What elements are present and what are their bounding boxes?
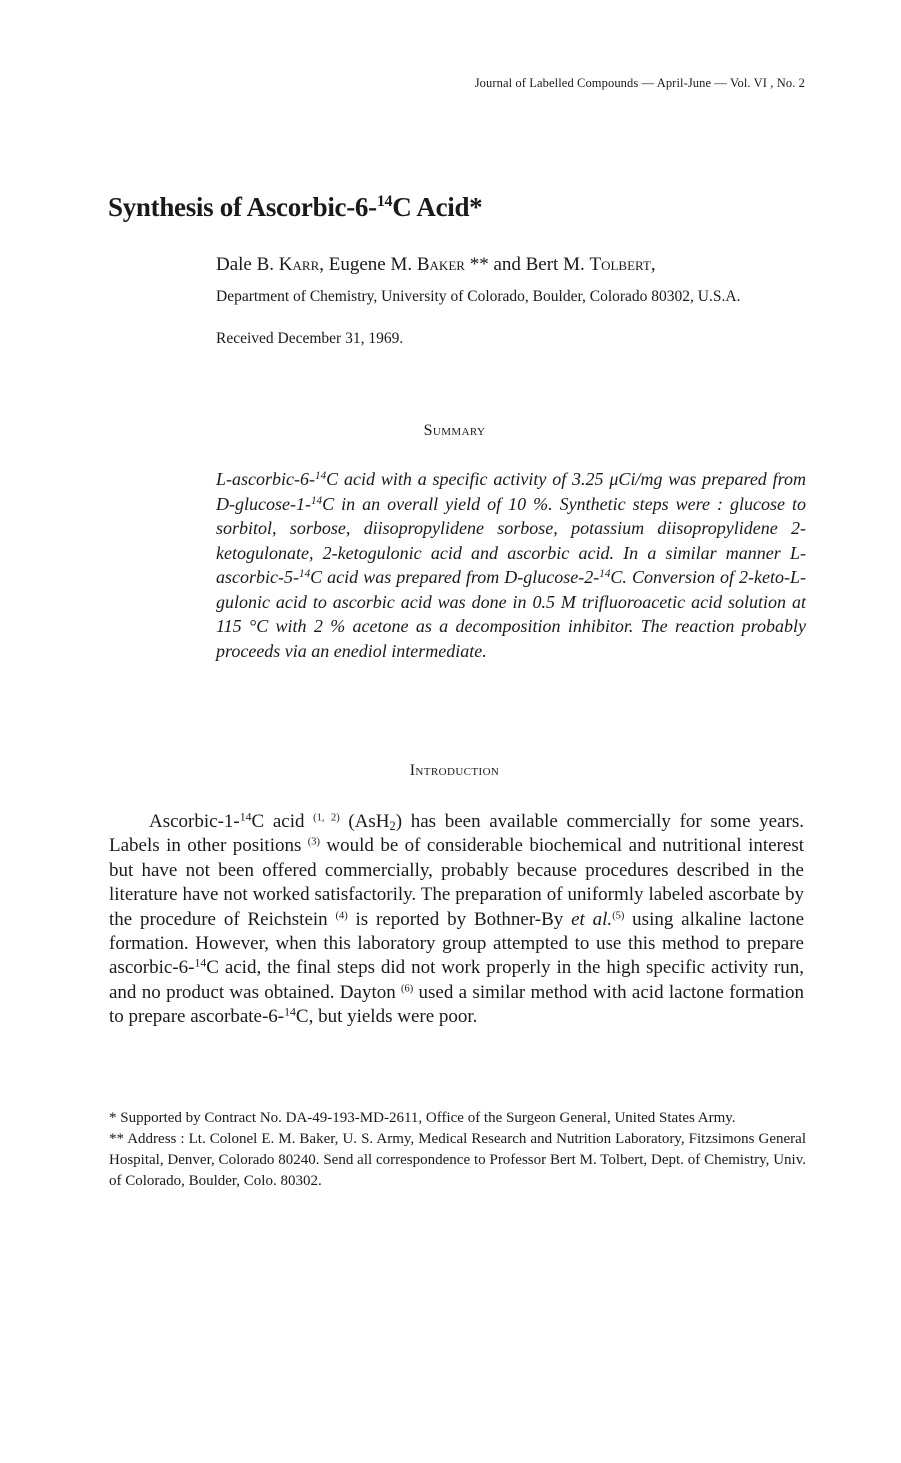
author-3-family: Tolbert [589, 254, 651, 275]
intro-text: would be of considerable biochemical and nutritional interest but have not been offered commercially, probably because procedures described in the literature have not worked satisfactorily. The preparation of uniformly labeled ascorbate by the procedure of Reichstein [109, 835, 804, 930]
intro-text: Ascorbic-1- [149, 811, 240, 832]
citation-reference: (4) [335, 910, 348, 922]
citation-reference: (3) [307, 837, 320, 849]
citation-reference: (1, 2) [313, 812, 340, 824]
intro-text: using alkaline lactone formation. However, when this laboratory group attempted to use this method to prepare ascorbic-6- [109, 908, 804, 979]
et-al: et al. [571, 908, 613, 930]
author-list-end: , [650, 254, 656, 275]
isotope-superscript: 14 [239, 810, 252, 824]
isotope-superscript: 14 [599, 567, 611, 580]
intro-text: C, but yields were poor. [295, 1006, 478, 1028]
isotope-superscript: 14 [298, 567, 311, 580]
intro-text: (AsH [339, 811, 390, 832]
summary-paragraph [216, 467, 806, 663]
summary-text: C in an overall yield of 10 %. Synthetic steps were : glucose to sorbitol, sorbose, diisopropylidene sorbose, potassium diisopropylidene 2-ketogulonate, 2-ketogulonic acid and ascorbic acid. In a similar manner L-ascorbic-5- [216, 493, 806, 587]
footnote-1: * Supported by Contract No. DA-49-193-MD-2611, Office of the Surgeon General, United States Army. [109, 1110, 736, 1126]
summary-text: L-ascorbic-6- [216, 469, 315, 489]
author-separator: ** and Bert M. [464, 254, 590, 275]
author-separator: , Eugene M. [319, 254, 417, 275]
affiliation: Department of Chemistry, University of Colorado, Boulder, Colorado 80302, U.S.A. [216, 288, 741, 305]
running-head: Journal of Labelled Compounds — April-June — Vol. VI , No. 2 [474, 76, 805, 90]
intro-text: C acid [251, 811, 314, 832]
summary-heading: Summary [423, 422, 486, 439]
footnote-2: ** Address : Lt. Colonel E. M. Baker, U. S. Army, Medical Research and Nutrition Laboratory, Fitzsimons General Hospital, Denver, Colorado 80240. Send all correspondence to Professor Bert M. Tolbert, Dept. of Chemistry, Univ. of Colorado, Boulder, Colo. 80302. [109, 1131, 806, 1189]
subscript: 2 [389, 819, 396, 834]
intro-text: is reported by Bothner-By [347, 908, 572, 930]
introduction-paragraph [109, 810, 804, 1030]
title-text: Synthesis of Ascorbic-6- [108, 192, 377, 222]
summary-text: C. Conversion of 2-keto-L-gulonic acid to ascorbic acid was done in 0.5 M trifluoroacetic acid solution at 115 °C with 2 % acetone as a decomposition inhibitor. The reaction probably proceeds via an enediol intermediate. [216, 567, 806, 661]
author-1-family: Karr [278, 254, 320, 275]
isotope-superscript: 14 [314, 469, 327, 482]
intro-text: ) has been available commercially for some years. Labels in other positions [109, 811, 805, 857]
citation-reference: (6) [401, 983, 414, 995]
isotope-superscript: 14 [284, 1005, 296, 1019]
title-isotope-superscript: 14 [376, 193, 393, 210]
article-title [108, 192, 482, 223]
author-2-family: Baker [416, 254, 465, 275]
summary-text: C acid with a specific activity of 3.25 μCi/mg was prepared from D-glucose-1- [216, 469, 806, 514]
isotope-superscript: 14 [194, 956, 207, 970]
title-text-end: C Acid* [392, 192, 483, 222]
author-1-given: Dale B. [216, 254, 279, 275]
intro-text: used a similar method with acid lactone formation to prepare ascorbate-6- [109, 981, 804, 1028]
author-list [216, 254, 656, 276]
summary-text: C acid was prepared from D-glucose-2- [310, 567, 600, 587]
isotope-superscript: 14 [310, 494, 323, 507]
introduction-heading: Introduction [409, 762, 500, 779]
received-date: Received December 31, 1969. [216, 330, 404, 347]
footnotes [109, 1108, 806, 1192]
intro-text: C acid, the final steps did not work properly in the high specific activity run, and no product was obtained. Dayton [109, 957, 804, 1003]
citation-reference: (5) [612, 910, 625, 922]
